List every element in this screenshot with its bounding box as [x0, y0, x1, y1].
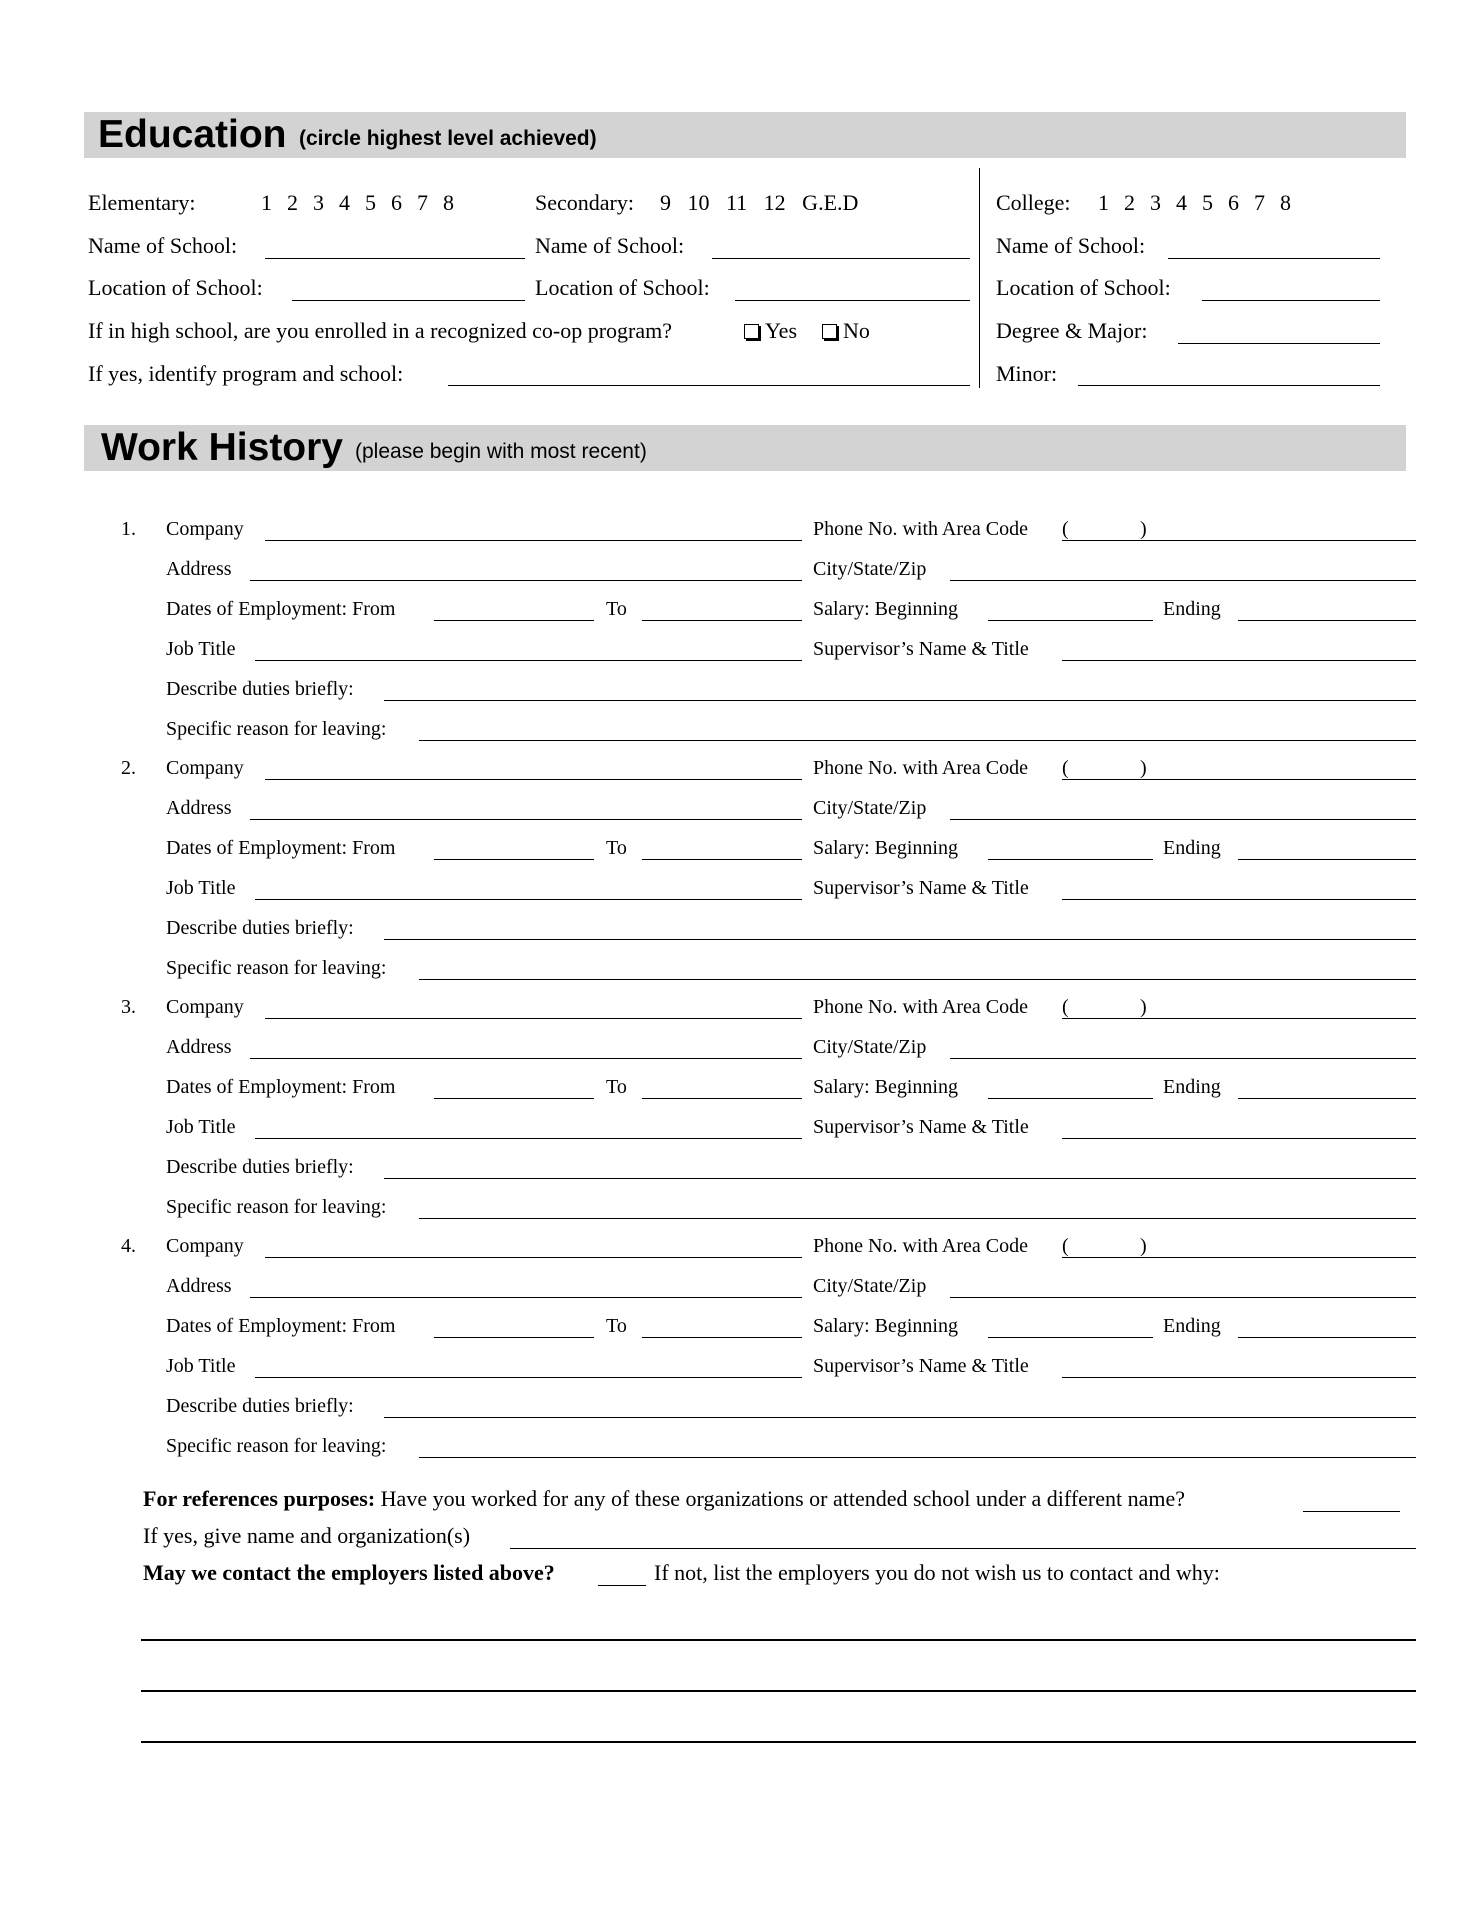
- salary-beginning-field[interactable]: [988, 1337, 1153, 1338]
- college-levels[interactable]: 1 2 3 4 5 6 7 8: [1098, 190, 1291, 215]
- entry-number: 4.: [121, 1235, 136, 1257]
- phone-paren-close: ): [1140, 996, 1147, 1018]
- duties-field[interactable]: [384, 1417, 1416, 1418]
- secondary-location-label: Location of School:: [535, 275, 710, 300]
- do-not-contact-line-2[interactable]: [141, 1690, 1416, 1692]
- address-field[interactable]: [250, 819, 802, 820]
- phone-paren-close: ): [1140, 1235, 1147, 1257]
- phone-label: Phone No. with Area Code: [813, 518, 1028, 540]
- elementary-levels[interactable]: 1 2 3 4 5 6 7 8: [261, 190, 454, 215]
- college-school-name-field[interactable]: [1168, 258, 1380, 259]
- address-field[interactable]: [250, 1058, 802, 1059]
- phone-paren-open: (: [1062, 518, 1069, 540]
- coop-no-option[interactable]: [822, 318, 870, 344]
- salary-beginning-field[interactable]: [988, 620, 1153, 621]
- city-state-zip-label: City/State/Zip: [813, 1275, 927, 1297]
- salary-ending-field[interactable]: [1238, 1098, 1416, 1099]
- minor-label: Minor:: [996, 361, 1058, 386]
- do-not-contact-line-3[interactable]: [141, 1741, 1416, 1743]
- duties-label: Describe duties briefly:: [166, 1156, 354, 1178]
- company-field[interactable]: [265, 540, 802, 541]
- date-to-field[interactable]: [642, 620, 802, 621]
- education-heading: Education: [98, 113, 287, 156]
- if-yes-name-org-label: If yes, give name and organization(s): [143, 1523, 471, 1548]
- city-state-zip-label: City/State/Zip: [813, 558, 927, 580]
- college-name-of-school-label: Name of School:: [996, 233, 1146, 258]
- secondary-name-of-school-label: Name of School:: [535, 233, 685, 258]
- yes-checkbox-icon[interactable]: [744, 324, 759, 339]
- phone-paren-open: (: [1062, 1235, 1069, 1257]
- dates-to-label: To: [606, 1315, 627, 1337]
- dates-from-label: Dates of Employment: From: [166, 1315, 396, 1337]
- reason-field[interactable]: [419, 740, 1416, 741]
- different-name-answer-field[interactable]: [1303, 1511, 1400, 1512]
- dates-to-label: To: [606, 837, 627, 859]
- address-label: Address: [166, 1275, 232, 1297]
- coop-identify-label: If yes, identify program and school:: [88, 361, 404, 386]
- city-state-zip-field[interactable]: [950, 1297, 1416, 1298]
- references-question-line: [143, 1486, 1185, 1512]
- minor-field[interactable]: [1078, 385, 1380, 386]
- duties-field[interactable]: [384, 1178, 1416, 1179]
- elementary-location-label: Location of School:: [88, 275, 263, 300]
- contact-employers-answer-field[interactable]: [598, 1585, 646, 1586]
- degree-major-field[interactable]: [1178, 343, 1380, 344]
- phone-field[interactable]: [1062, 1257, 1416, 1258]
- address-label: Address: [166, 1036, 232, 1058]
- elementary-name-of-school-label: Name of School:: [88, 233, 238, 258]
- degree-major-label: Degree & Major:: [996, 318, 1148, 343]
- salary-ending-label: Ending: [1163, 1315, 1221, 1337]
- salary-beginning-label: Salary: Beginning: [813, 598, 958, 620]
- date-to-field[interactable]: [642, 1098, 802, 1099]
- supervisor-label: Supervisor’s Name & Title: [813, 638, 1029, 660]
- job-title-label: Job Title: [166, 638, 236, 660]
- education-subheading: (circle highest level achieved): [299, 127, 597, 150]
- college-location-label: Location of School:: [996, 275, 1171, 300]
- education-section-header: [84, 112, 1406, 158]
- coop-yes-label: Yes: [765, 318, 798, 343]
- elementary-school-name-field[interactable]: [265, 258, 525, 259]
- supervisor-field[interactable]: [1062, 899, 1416, 900]
- phone-paren-open: (: [1062, 996, 1069, 1018]
- duties-field[interactable]: [384, 700, 1416, 701]
- job-title-field[interactable]: [255, 660, 802, 661]
- company-field[interactable]: [265, 779, 802, 780]
- entry-number: 2.: [121, 757, 136, 779]
- references-question: Have you worked for any of these organizations or attended school under a different name?: [380, 1486, 1186, 1511]
- no-checkbox-icon[interactable]: [822, 324, 837, 339]
- contact-employers-question: May we contact the employers listed above?: [143, 1560, 555, 1585]
- supervisor-field[interactable]: [1062, 1138, 1416, 1139]
- date-from-field[interactable]: [434, 1337, 594, 1338]
- supervisor-field[interactable]: [1062, 660, 1416, 661]
- entry-number: 3.: [121, 996, 136, 1018]
- secondary-levels[interactable]: 9 10 11 12 G.E.D: [660, 190, 859, 215]
- salary-ending-label: Ending: [1163, 837, 1221, 859]
- reason-label: Specific reason for leaving:: [166, 1435, 387, 1457]
- address-label: Address: [166, 797, 232, 819]
- salary-beginning-label: Salary: Beginning: [813, 1076, 958, 1098]
- address-field[interactable]: [250, 1297, 802, 1298]
- address-label: Address: [166, 558, 232, 580]
- do-not-contact-line-1[interactable]: [141, 1639, 1416, 1641]
- salary-ending-label: Ending: [1163, 598, 1221, 620]
- work-history-heading: Work History: [101, 426, 343, 469]
- city-state-zip-field[interactable]: [950, 1058, 1416, 1059]
- coop-question: If in high school, are you enrolled in a recognized co-op program?: [88, 318, 673, 343]
- other-name-organization-field[interactable]: [510, 1548, 1416, 1549]
- elementary-label: Elementary:: [88, 190, 196, 215]
- job-title-label: Job Title: [166, 1355, 236, 1377]
- work-history-section-header: [84, 425, 1406, 471]
- phone-paren-close: ): [1140, 518, 1147, 540]
- supervisor-field[interactable]: [1062, 1377, 1416, 1378]
- company-field[interactable]: [265, 1018, 802, 1019]
- company-label: Company: [166, 757, 244, 779]
- entry-number: 1.: [121, 518, 136, 540]
- phone-paren-open: (: [1062, 757, 1069, 779]
- salary-beginning-label: Salary: Beginning: [813, 837, 958, 859]
- company-field[interactable]: [265, 1257, 802, 1258]
- education-column-divider: [979, 168, 980, 388]
- college-label: College:: [996, 190, 1071, 215]
- phone-field[interactable]: [1062, 540, 1416, 541]
- city-state-zip-label: City/State/Zip: [813, 797, 927, 819]
- reason-label: Specific reason for leaving:: [166, 957, 387, 979]
- date-to-field[interactable]: [642, 1337, 802, 1338]
- college-location-field[interactable]: [1202, 300, 1380, 301]
- duties-field[interactable]: [384, 939, 1416, 940]
- coop-yes-option[interactable]: [744, 318, 797, 344]
- reason-label: Specific reason for leaving:: [166, 1196, 387, 1218]
- salary-beginning-field[interactable]: [988, 1098, 1153, 1099]
- contact-employers-instruction: If not, list the employers you do not wish us to contact and why:: [654, 1560, 1220, 1585]
- secondary-label: Secondary:: [535, 190, 634, 215]
- salary-ending-label: Ending: [1163, 1076, 1221, 1098]
- date-from-field[interactable]: [434, 859, 594, 860]
- phone-label: Phone No. with Area Code: [813, 1235, 1028, 1257]
- city-state-zip-label: City/State/Zip: [813, 1036, 927, 1058]
- salary-beginning-field[interactable]: [988, 859, 1153, 860]
- phone-field[interactable]: [1062, 1018, 1416, 1019]
- reason-field[interactable]: [419, 979, 1416, 980]
- contact-employers-bold: [143, 1560, 555, 1586]
- address-field[interactable]: [250, 580, 802, 581]
- reason-field[interactable]: [419, 1218, 1416, 1219]
- duties-label: Describe duties briefly:: [166, 678, 354, 700]
- duties-label: Describe duties briefly:: [166, 917, 354, 939]
- dates-from-label: Dates of Employment: From: [166, 1076, 396, 1098]
- supervisor-label: Supervisor’s Name & Title: [813, 1116, 1029, 1138]
- dates-from-label: Dates of Employment: From: [166, 598, 396, 620]
- duties-label: Describe duties briefly:: [166, 1395, 354, 1417]
- phone-paren-close: ): [1140, 757, 1147, 779]
- date-from-field[interactable]: [434, 1098, 594, 1099]
- salary-ending-field[interactable]: [1238, 620, 1416, 621]
- company-label: Company: [166, 996, 244, 1018]
- coop-no-label: No: [843, 318, 870, 343]
- job-title-field[interactable]: [255, 1138, 802, 1139]
- supervisor-label: Supervisor’s Name & Title: [813, 1355, 1029, 1377]
- salary-beginning-label: Salary: Beginning: [813, 1315, 958, 1337]
- job-title-label: Job Title: [166, 1116, 236, 1138]
- reason-field[interactable]: [419, 1457, 1416, 1458]
- work-history-subheading: (please begin with most recent): [355, 440, 647, 463]
- phone-label: Phone No. with Area Code: [813, 757, 1028, 779]
- phone-label: Phone No. with Area Code: [813, 996, 1028, 1018]
- job-title-field[interactable]: [255, 1377, 802, 1378]
- city-state-zip-field[interactable]: [950, 580, 1416, 581]
- dates-to-label: To: [606, 1076, 627, 1098]
- supervisor-label: Supervisor’s Name & Title: [813, 877, 1029, 899]
- company-label: Company: [166, 518, 244, 540]
- company-label: Company: [166, 1235, 244, 1257]
- coop-program-field[interactable]: [448, 385, 970, 386]
- salary-ending-field[interactable]: [1238, 859, 1416, 860]
- date-to-field[interactable]: [642, 859, 802, 860]
- secondary-location-field[interactable]: [735, 300, 970, 301]
- references-bold-label: For references purposes:: [143, 1486, 376, 1511]
- phone-field[interactable]: [1062, 779, 1416, 780]
- job-title-label: Job Title: [166, 877, 236, 899]
- city-state-zip-field[interactable]: [950, 819, 1416, 820]
- dates-from-label: Dates of Employment: From: [166, 837, 396, 859]
- elementary-location-field[interactable]: [292, 300, 525, 301]
- job-title-field[interactable]: [255, 899, 802, 900]
- date-from-field[interactable]: [434, 620, 594, 621]
- reason-label: Specific reason for leaving:: [166, 718, 387, 740]
- dates-to-label: To: [606, 598, 627, 620]
- secondary-school-name-field[interactable]: [712, 258, 970, 259]
- salary-ending-field[interactable]: [1238, 1337, 1416, 1338]
